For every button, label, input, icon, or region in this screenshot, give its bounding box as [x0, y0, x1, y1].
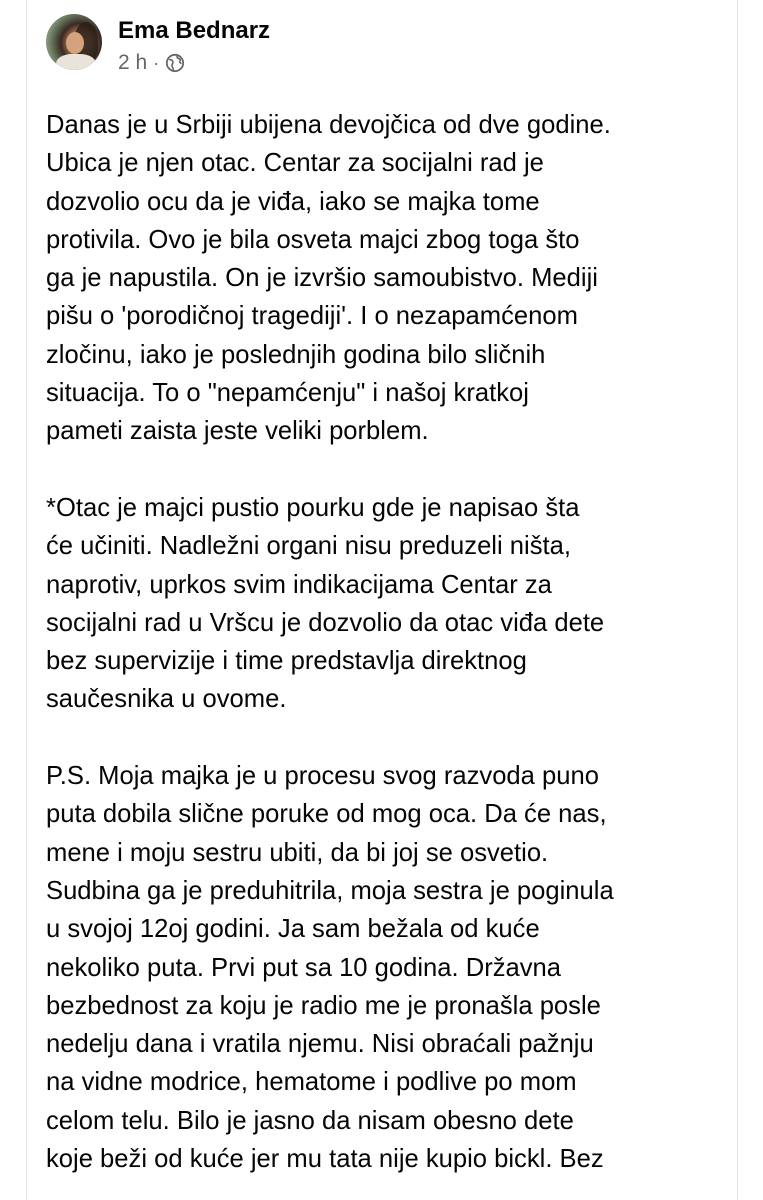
text-line: bezbednost za koju je radio me je pronašla posle	[46, 991, 601, 1020]
post-text	[46, 106, 726, 1178]
text-line: koje beži od kuće jer mu tata nije kupio bickl. Bez	[46, 1145, 604, 1174]
text-line: pameti zaista jeste veliki porblem.	[46, 417, 429, 446]
text-line: mene i moju sestru ubiti, da bi joj se osvetio.	[46, 838, 549, 867]
post-time[interactable]: 2 h	[118, 51, 148, 74]
text-line: saučesnika u ovome.	[46, 685, 287, 714]
post-header	[46, 14, 270, 74]
text-line: će učiniti. Nadležni organi nisu preduzeli ništa,	[46, 532, 571, 561]
text-line: u svojoj 12oj godini. Ja sam bežala od kuće	[46, 915, 540, 944]
text-line: bez supervizije i time predstavlja direktnog	[46, 647, 527, 676]
text-line: puta dobila slične poruke od mog oca. Da će nas,	[46, 800, 607, 829]
text-line: *Otac je majci pustio pourku gde je napisao šta	[46, 493, 580, 522]
meta-separator: ·	[153, 53, 160, 73]
text-line: dozvolio ocu da je viđa, iako se majka tome	[46, 187, 540, 216]
text-line: Danas je u Srbiji ubijena devojčica od dve godine.	[46, 111, 611, 139]
paragraph-gap	[46, 719, 726, 757]
text-line: socijalni rad u Vršcu je dozvolio da otac viđa dete	[46, 608, 605, 637]
text-line: celom telu. Bilo je jasno da nisam obesno dete	[46, 1106, 574, 1135]
feed-border-left	[26, 0, 27, 1200]
text-line: ga je napustila. On je izvršio samoubistvo. Mediji	[46, 264, 598, 293]
text-line: nekoliko puta. Prvi put sa 10 godina. Državna	[46, 953, 562, 982]
author-name[interactable]: Ema Bednarz	[118, 17, 271, 44]
text-line: P.S. Moja majka je u procesu svog razvoda puno	[46, 762, 599, 791]
text-line: nedelju dana i vratila njemu. Nisi obraćali pažnju	[46, 1030, 594, 1059]
text-line: Ubica je njen otac. Centar za socijalni rad je	[46, 149, 544, 178]
post-paragraph	[46, 489, 726, 719]
feed-border-right	[737, 0, 738, 1200]
post-paragraph	[46, 106, 726, 451]
text-line: protivila. Ovo je bila osveta majci zbog toga što	[46, 225, 580, 254]
text-line: situacija. To o "nepamćenju" i našoj kratkoj	[46, 379, 529, 408]
text-line: naprotiv, uprkos svim indikacijama Centar za	[46, 570, 552, 599]
header-text	[118, 14, 270, 76]
text-line: na vidne modrice, hematome i podlive po mom	[46, 1068, 577, 1097]
paragraph-gap	[46, 451, 726, 489]
avatar-face	[66, 32, 84, 54]
avatar[interactable]	[46, 14, 102, 70]
text-line: Sudbina ga je preduhitrila, moja sestra je poginula	[46, 876, 614, 905]
text-line: pišu o 'porodičnoj tragediji'. I o nezapamćenom	[46, 302, 578, 331]
post-meta	[118, 50, 270, 76]
globe-icon[interactable]	[165, 53, 185, 73]
avatar-shirt	[56, 54, 96, 70]
text-line: zločinu, iako je poslednjih godina bilo sličnih	[46, 340, 546, 369]
post-paragraph	[46, 757, 726, 1178]
